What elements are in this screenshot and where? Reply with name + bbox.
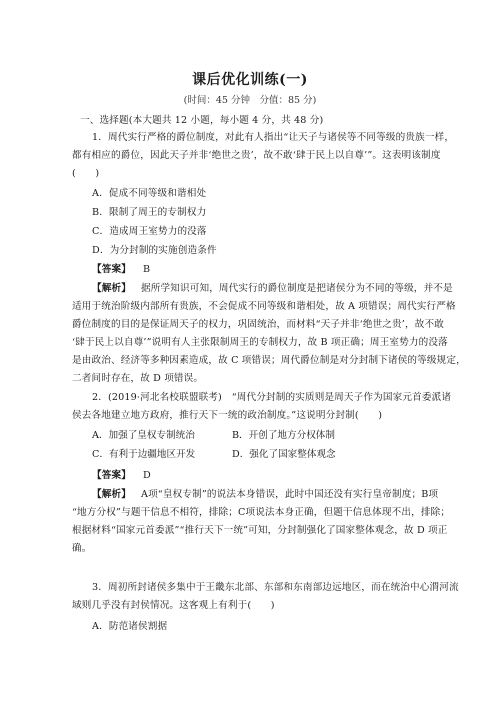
q3-stem-line-1: 3．周初所封诸侯多集中于王畿东北部、东部和东南部边远地区，而在统治中心渭河流 [92, 582, 459, 593]
analysis-text: 据所学知识可知，周代实行的爵位制度是把诸侯分为不同的等级，并不是 [140, 283, 453, 294]
section-heading: 一、选择题(本大题共 12 小题，每小题 4 分，共 48 分) [80, 115, 324, 126]
q1-analysis-line-1 [92, 283, 453, 295]
q1-option-d: D．为分封制的实施创造条件 [92, 245, 217, 256]
q1-option-c: C．造成周王室势力的没落 [92, 226, 207, 237]
q3-option-a: A．防范诸侯割据 [92, 621, 168, 632]
q1-analysis-line-2: 适用于统治阶级内部所有贵族，不会促成不同等级和谐相处，故 A 项错误；周代实行严格 [72, 301, 456, 312]
q2-option-c: C．有利于边疆地区开发 [92, 449, 196, 460]
q2-option-d: D．强化了国家整体观念 [232, 449, 336, 460]
q2-option-b: B．开创了地方分权体制 [232, 430, 335, 441]
q1-analysis-line-4: ‘肆于民上以自尊’”说明有人主张限制周王的专制权力，故 B 项正确；周王室势力的没落 [72, 337, 448, 348]
q2-stem-line-2: 侯去各地建立地方政府，推行天下一统的政治制度。”这说明分封制( ) [72, 410, 383, 421]
analysis-tag: 【解析】 [92, 489, 131, 500]
answer-value: D [142, 470, 151, 481]
analysis-text: A项“皇权专制”的说法本身错误，此时中国还没有实行皇帝制度；B项 [140, 489, 439, 500]
time-score-info: (时间：45 分钟 分值：85 分) [183, 95, 317, 106]
q1-analysis-line-5: 是由政治、经济等多种因素造成，故 C 项错误；周代爵位制是对分封制下诸侯的等级规定， [72, 355, 466, 366]
q1-stem-line-2: 都有相应的爵位，因此天子并非‘绝世之贵’，故不敢‘肆于民上以自尊’”。这表明该制度 [72, 150, 441, 161]
answer-tag: 【答案】 [92, 470, 131, 481]
page-title: 课后优化训练(一) [192, 72, 308, 88]
q1-stem-line-1: 1．周代实行严格的爵位制度，对此有人指出“让天子与诸侯等不同等级的贵族一样， [92, 132, 455, 143]
q1-analysis-line-3: 爵位制度的目的是保证周天子的权力，巩固统治，而材料“天子并非‘绝世之贵’，故不敢 [72, 319, 444, 330]
q1-answer [92, 264, 432, 276]
q1-stem-line-3: ( ) [72, 168, 100, 179]
q3-stem-line-2: 域则几乎没有封侯情况。这客观上有利于( ) [72, 600, 275, 611]
answer-value: B [142, 264, 151, 275]
q2-option-a: A．加强了皇权专制统治 [92, 430, 195, 441]
q2-analysis-line-3: 根据材料“国家元首委派”“推行天下一统”可知，分封制强化了国家整体观念，故 D 项正 [72, 525, 448, 536]
q2-analysis-line-2: “地方分权”与题干信息不相符，排除；C项说法本身正确，但题干信息体现不出，排除； [72, 507, 451, 518]
q2-stem-line-1: 2．(2019·河北名校联盟联考) “周代分封制的实质则是周天子作为国家元首委派诸 [92, 392, 452, 403]
q1-option-b: B．限制了周王的专制权力 [92, 207, 207, 218]
answer-tag: 【答案】 [92, 264, 131, 275]
q2-answer [92, 470, 432, 482]
q1-analysis-line-6: 二者间时存在，故 D 项错误。 [72, 373, 204, 384]
analysis-tag: 【解析】 [92, 283, 131, 294]
q1-option-a: A．促成不同等级和谐相处 [92, 188, 207, 199]
q2-analysis-line-1 [92, 489, 439, 501]
q2-analysis-line-4: 确。 [72, 543, 92, 554]
